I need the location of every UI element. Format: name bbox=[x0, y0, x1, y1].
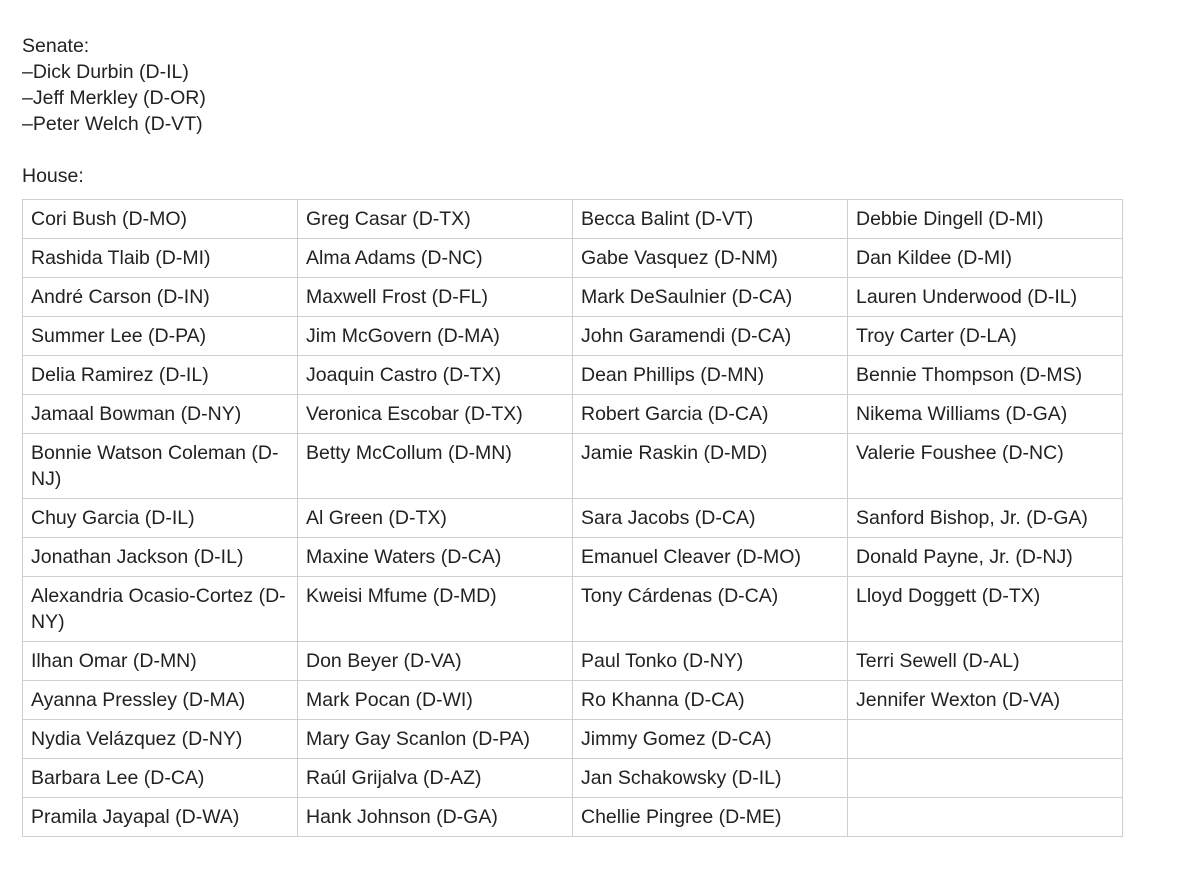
house-member-cell: Sanford Bishop, Jr. (D-GA) bbox=[848, 499, 1123, 538]
table-row bbox=[23, 317, 1123, 356]
house-member-cell: Al Green (D-TX) bbox=[298, 499, 573, 538]
house-member-cell: Maxine Waters (D-CA) bbox=[298, 538, 573, 577]
table-row bbox=[23, 681, 1123, 720]
house-member-cell: Ayanna Pressley (D-MA) bbox=[23, 681, 298, 720]
house-member-cell: Jimmy Gomez (D-CA) bbox=[573, 720, 848, 759]
house-member-cell bbox=[848, 759, 1123, 798]
house-member-cell: Jennifer Wexton (D-VA) bbox=[848, 681, 1123, 720]
table-row bbox=[23, 434, 1123, 499]
house-member-cell: Lauren Underwood (D-IL) bbox=[848, 278, 1123, 317]
house-member-cell: Jim McGovern (D-MA) bbox=[298, 317, 573, 356]
house-member-cell: Pramila Jayapal (D-WA) bbox=[23, 798, 298, 837]
house-member-cell: Donald Payne, Jr. (D-NJ) bbox=[848, 538, 1123, 577]
table-row bbox=[23, 395, 1123, 434]
house-member-cell: Summer Lee (D-PA) bbox=[23, 317, 298, 356]
house-member-cell: Kweisi Mfume (D-MD) bbox=[298, 577, 573, 642]
house-member-cell: Gabe Vasquez (D-NM) bbox=[573, 239, 848, 278]
house-member-cell bbox=[848, 798, 1123, 837]
table-row bbox=[23, 200, 1123, 239]
house-heading: House: bbox=[22, 165, 84, 187]
house-member-cell: Raúl Grijalva (D-AZ) bbox=[298, 759, 573, 798]
table-row bbox=[23, 577, 1123, 642]
table-row bbox=[23, 239, 1123, 278]
house-member-cell: Ilhan Omar (D-MN) bbox=[23, 642, 298, 681]
house-member-cell: Emanuel Cleaver (D-MO) bbox=[573, 538, 848, 577]
house-member-cell: Hank Johnson (D-GA) bbox=[298, 798, 573, 837]
house-member-cell: Jamie Raskin (D-MD) bbox=[573, 434, 848, 499]
house-member-cell: Bonnie Watson Coleman (D-NJ) bbox=[23, 434, 298, 499]
house-member-cell: John Garamendi (D-CA) bbox=[573, 317, 848, 356]
house-member-cell bbox=[848, 720, 1123, 759]
table-row bbox=[23, 538, 1123, 577]
house-member-cell: Becca Balint (D-VT) bbox=[573, 200, 848, 239]
house-member-cell: Betty McCollum (D-MN) bbox=[298, 434, 573, 499]
house-member-cell: André Carson (D-IN) bbox=[23, 278, 298, 317]
house-member-cell: Jonathan Jackson (D-IL) bbox=[23, 538, 298, 577]
house-member-cell: Sara Jacobs (D-CA) bbox=[573, 499, 848, 538]
house-member-cell: Mark Pocan (D-WI) bbox=[298, 681, 573, 720]
house-member-cell: Troy Carter (D-LA) bbox=[848, 317, 1123, 356]
table-row bbox=[23, 356, 1123, 395]
table-row bbox=[23, 759, 1123, 798]
house-member-cell: Greg Casar (D-TX) bbox=[298, 200, 573, 239]
house-member-cell: Tony Cárdenas (D-CA) bbox=[573, 577, 848, 642]
house-member-cell: Alexandria Ocasio-Cortez (D-NY) bbox=[23, 577, 298, 642]
senate-member: –Jeff Merkley (D-OR) bbox=[22, 87, 206, 109]
table-row bbox=[23, 278, 1123, 317]
house-member-cell: Valerie Foushee (D-NC) bbox=[848, 434, 1123, 499]
house-member-cell: Lloyd Doggett (D-TX) bbox=[848, 577, 1123, 642]
document-body bbox=[22, 33, 1122, 837]
house-member-cell: Paul Tonko (D-NY) bbox=[573, 642, 848, 681]
house-member-cell: Mark DeSaulnier (D-CA) bbox=[573, 278, 848, 317]
house-member-cell: Terri Sewell (D-AL) bbox=[848, 642, 1123, 681]
house-member-cell: Cori Bush (D-MO) bbox=[23, 200, 298, 239]
senate-member: –Peter Welch (D-VT) bbox=[22, 113, 203, 135]
house-member-cell: Delia Ramirez (D-IL) bbox=[23, 356, 298, 395]
house-member-cell: Maxwell Frost (D-FL) bbox=[298, 278, 573, 317]
house-member-cell: Chellie Pingree (D-ME) bbox=[573, 798, 848, 837]
house-member-cell: Rashida Tlaib (D-MI) bbox=[23, 239, 298, 278]
house-member-cell: Dan Kildee (D-MI) bbox=[848, 239, 1123, 278]
house-members-table-body bbox=[23, 200, 1123, 837]
table-row bbox=[23, 499, 1123, 538]
house-member-cell: Jamaal Bowman (D-NY) bbox=[23, 395, 298, 434]
house-member-cell: Nikema Williams (D-GA) bbox=[848, 395, 1123, 434]
house-member-cell: Barbara Lee (D-CA) bbox=[23, 759, 298, 798]
table-row bbox=[23, 720, 1123, 759]
house-member-cell: Joaquin Castro (D-TX) bbox=[298, 356, 573, 395]
house-member-cell: Don Beyer (D-VA) bbox=[298, 642, 573, 681]
house-member-cell: Ro Khanna (D-CA) bbox=[573, 681, 848, 720]
house-member-cell: Alma Adams (D-NC) bbox=[298, 239, 573, 278]
house-member-cell: Debbie Dingell (D-MI) bbox=[848, 200, 1123, 239]
house-member-cell: Chuy Garcia (D-IL) bbox=[23, 499, 298, 538]
house-member-cell: Mary Gay Scanlon (D-PA) bbox=[298, 720, 573, 759]
house-member-cell: Dean Phillips (D-MN) bbox=[573, 356, 848, 395]
senate-heading: Senate: bbox=[22, 35, 90, 57]
blank-line bbox=[22, 137, 1122, 163]
house-member-cell: Jan Schakowsky (D-IL) bbox=[573, 759, 848, 798]
house-member-cell: Veronica Escobar (D-TX) bbox=[298, 395, 573, 434]
table-row bbox=[23, 642, 1123, 681]
senate-member: –Dick Durbin (D-IL) bbox=[22, 61, 189, 83]
house-member-cell: Bennie Thompson (D-MS) bbox=[848, 356, 1123, 395]
table-row bbox=[23, 798, 1123, 837]
house-members-table bbox=[22, 199, 1123, 837]
house-member-cell: Robert Garcia (D-CA) bbox=[573, 395, 848, 434]
house-member-cell: Nydia Velázquez (D-NY) bbox=[23, 720, 298, 759]
